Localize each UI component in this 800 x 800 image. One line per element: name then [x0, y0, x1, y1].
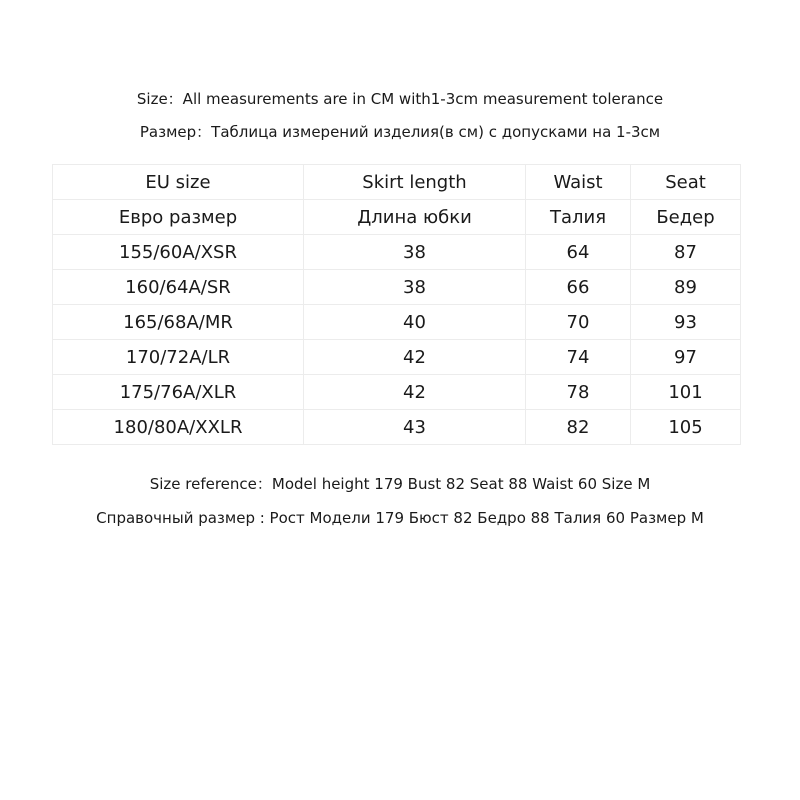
cell-seat: 97 [631, 340, 741, 375]
cell-seat: 87 [631, 235, 741, 270]
table-row [53, 410, 741, 445]
cell-eu-size: 180/80A/XXLR [53, 410, 304, 445]
table-row [53, 340, 741, 375]
cell-skirt-length: 38 [304, 235, 526, 270]
cell-waist: 82 [526, 410, 631, 445]
header-seat: Seat [631, 165, 741, 200]
table-row [53, 375, 741, 410]
cell-waist: 66 [526, 270, 631, 305]
cell-eu-size: 170/72A/LR [53, 340, 304, 375]
cell-skirt-length: 42 [304, 375, 526, 410]
cell-skirt-length: 40 [304, 305, 526, 340]
table-row [53, 305, 741, 340]
table-header-row-en [53, 165, 741, 200]
size-table [52, 164, 741, 445]
header-seat-ru: Бедер [631, 200, 741, 235]
intro-text-ru: Размер：Таблица измерений изделия(в см) с допусками на 1-3см [139, 123, 661, 141]
size-reference-ru: Справочный размер : Рост Модели 179 Бюст 82 Бедро 88 Талия 60 Размер M [96, 509, 704, 527]
cell-waist: 64 [526, 235, 631, 270]
header-eu-size-ru: Евро размер [53, 200, 304, 235]
header-eu-size: EU size [53, 165, 304, 200]
table-row [53, 270, 741, 305]
table-row [53, 235, 741, 270]
cell-skirt-length: 43 [304, 410, 526, 445]
table-header-row-ru [53, 200, 741, 235]
header-waist: Waist [526, 165, 631, 200]
cell-eu-size: 155/60A/XSR [53, 235, 304, 270]
header-waist-ru: Талия [526, 200, 631, 235]
cell-seat: 105 [631, 410, 741, 445]
intro-text-en: Size：All measurements are in CM with1-3cm measurement tolerance [136, 90, 664, 108]
cell-skirt-length: 42 [304, 340, 526, 375]
cell-eu-size: 175/76A/XLR [53, 375, 304, 410]
cell-eu-size: 165/68A/MR [53, 305, 304, 340]
cell-waist: 78 [526, 375, 631, 410]
size-reference-en: Size reference：Model height 179 Bust 82 Seat 88 Waist 60 Size M [149, 475, 651, 493]
cell-skirt-length: 38 [304, 270, 526, 305]
cell-waist: 70 [526, 305, 631, 340]
header-skirt-length-ru: Длина юбки [304, 200, 526, 235]
cell-seat: 93 [631, 305, 741, 340]
cell-eu-size: 160/64A/SR [53, 270, 304, 305]
cell-seat: 101 [631, 375, 741, 410]
header-skirt-length: Skirt length [304, 165, 526, 200]
cell-waist: 74 [526, 340, 631, 375]
cell-seat: 89 [631, 270, 741, 305]
